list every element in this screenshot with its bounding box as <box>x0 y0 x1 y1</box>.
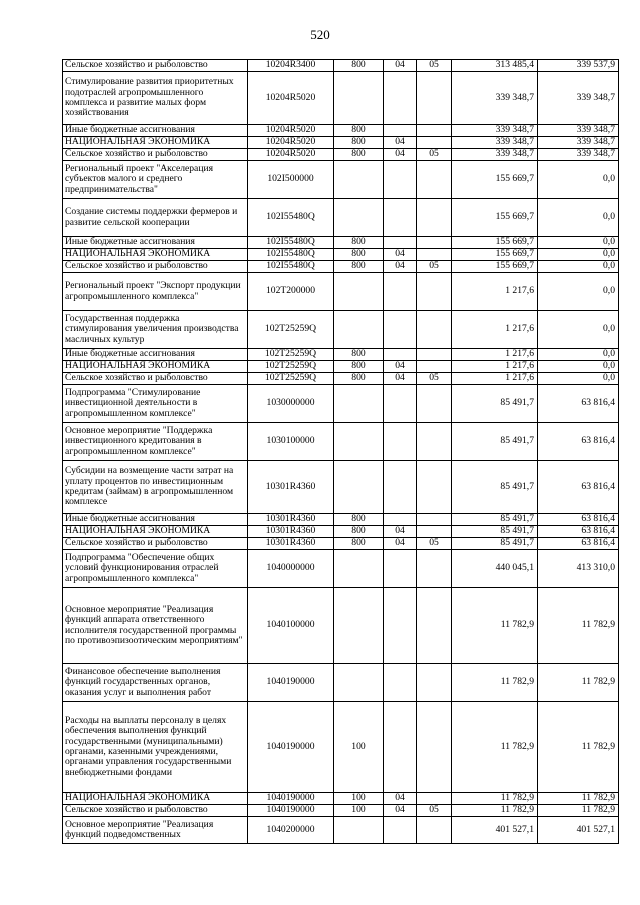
cell-v2: 339 348,7 <box>538 125 619 137</box>
cell-pr <box>417 237 452 249</box>
cell-name: Сельское хозяйство и рыболовство <box>63 149 248 161</box>
cell-v2: 11 782,9 <box>538 664 619 702</box>
table-row <box>63 249 619 261</box>
table-row <box>63 588 619 664</box>
cell-code: 102T25259Q <box>248 311 334 349</box>
cell-rz <box>384 702 417 793</box>
cell-name: НАЦИОНАЛЬНАЯ ЭКОНОМИКА <box>63 793 248 805</box>
cell-vr: 100 <box>334 805 384 817</box>
budget-table <box>62 59 619 844</box>
cell-vr <box>334 385 384 423</box>
cell-v1: 155 669,7 <box>452 199 538 237</box>
cell-v2: 11 782,9 <box>538 702 619 793</box>
cell-rz: 04 <box>384 361 417 373</box>
table-row <box>63 423 619 461</box>
cell-v1: 11 782,9 <box>452 664 538 702</box>
cell-v2: 63 816,4 <box>538 385 619 423</box>
cell-rz <box>384 461 417 514</box>
cell-vr <box>334 817 384 844</box>
cell-name: Иные бюджетные ассигнования <box>63 237 248 249</box>
cell-pr <box>417 311 452 349</box>
cell-vr <box>334 311 384 349</box>
cell-name: Сельское хозяйство и рыболовство <box>63 373 248 385</box>
cell-vr: 800 <box>334 249 384 261</box>
table-row <box>63 793 619 805</box>
cell-vr: 800 <box>334 137 384 149</box>
cell-rz: 04 <box>384 793 417 805</box>
cell-code: 102I55480Q <box>248 249 334 261</box>
cell-v1: 1 217,6 <box>452 373 538 385</box>
cell-rz: 04 <box>384 805 417 817</box>
cell-vr <box>334 461 384 514</box>
cell-v2: 0,0 <box>538 349 619 361</box>
cell-rz: 04 <box>384 249 417 261</box>
table-row <box>63 273 619 311</box>
cell-name: Расходы на выплаты персоналу в целях обеспечения выполнения функций государственными (муниципальными) органами, казенными учреждениями, органами управления государственными внебюджетными фондами <box>63 702 248 793</box>
cell-code: 1040190000 <box>248 664 334 702</box>
page-number: 520 <box>310 27 330 42</box>
cell-name: Региональный проект "Экспорт продукции агропромышленного комплекса" <box>63 273 248 311</box>
table-row <box>63 199 619 237</box>
cell-v2: 0,0 <box>538 199 619 237</box>
cell-vr <box>334 550 384 588</box>
cell-code: 10301R4360 <box>248 514 334 526</box>
cell-v2: 11 782,9 <box>538 588 619 664</box>
cell-v2: 0,0 <box>538 261 619 273</box>
cell-name: Сельское хозяйство и рыболовство <box>63 805 248 817</box>
cell-v2: 11 782,9 <box>538 805 619 817</box>
cell-name: Подпрограмма "Обеспечение общих условий функционирования отраслей агропромышленного комплекса" <box>63 550 248 588</box>
cell-v1: 85 491,7 <box>452 461 538 514</box>
cell-vr <box>334 423 384 461</box>
cell-v2: 0,0 <box>538 237 619 249</box>
cell-code: 1040190000 <box>248 805 334 817</box>
cell-v2: 339 348,7 <box>538 72 619 125</box>
cell-v2: 339 348,7 <box>538 137 619 149</box>
cell-v1: 85 491,7 <box>452 514 538 526</box>
cell-vr: 800 <box>334 526 384 538</box>
cell-pr <box>417 514 452 526</box>
cell-name: НАЦИОНАЛЬНАЯ ЭКОНОМИКА <box>63 361 248 373</box>
table-row <box>63 161 619 199</box>
cell-v1: 11 782,9 <box>452 793 538 805</box>
table-row <box>63 461 619 514</box>
cell-v2: 0,0 <box>538 373 619 385</box>
cell-code: 10301R4360 <box>248 538 334 550</box>
cell-rz: 04 <box>384 60 417 72</box>
cell-v2: 413 310,0 <box>538 550 619 588</box>
cell-rz <box>384 514 417 526</box>
cell-v2: 63 816,4 <box>538 461 619 514</box>
cell-pr <box>417 385 452 423</box>
cell-v1: 155 669,7 <box>452 237 538 249</box>
cell-vr: 800 <box>334 125 384 137</box>
cell-rz <box>384 199 417 237</box>
cell-vr: 800 <box>334 538 384 550</box>
table-row <box>63 805 619 817</box>
cell-pr <box>417 526 452 538</box>
cell-rz: 04 <box>384 373 417 385</box>
cell-code: 1040190000 <box>248 702 334 793</box>
cell-rz: 04 <box>384 149 417 161</box>
cell-pr <box>417 161 452 199</box>
cell-name: Государственная поддержка стимулирования увеличения производства масличных культур <box>63 311 248 349</box>
cell-vr: 800 <box>334 237 384 249</box>
cell-code: 1030100000 <box>248 423 334 461</box>
cell-code: 10204R5020 <box>248 137 334 149</box>
cell-v1: 339 348,7 <box>452 137 538 149</box>
table-row <box>63 664 619 702</box>
cell-pr <box>417 423 452 461</box>
cell-name: Иные бюджетные ассигнования <box>63 349 248 361</box>
cell-vr <box>334 664 384 702</box>
cell-code: 10301R4360 <box>248 461 334 514</box>
cell-v1: 1 217,6 <box>452 349 538 361</box>
cell-pr <box>417 125 452 137</box>
cell-rz <box>384 237 417 249</box>
cell-rz <box>384 817 417 844</box>
table-row <box>63 237 619 249</box>
cell-pr <box>417 273 452 311</box>
cell-pr <box>417 702 452 793</box>
cell-v1: 1 217,6 <box>452 311 538 349</box>
cell-name: Сельское хозяйство и рыболовство <box>63 538 248 550</box>
cell-rz <box>384 385 417 423</box>
cell-v1: 313 485,4 <box>452 60 538 72</box>
cell-pr: 05 <box>417 805 452 817</box>
cell-name: НАЦИОНАЛЬНАЯ ЭКОНОМИКА <box>63 526 248 538</box>
cell-v2: 0,0 <box>538 361 619 373</box>
cell-pr <box>417 550 452 588</box>
cell-pr <box>417 793 452 805</box>
table-row <box>63 702 619 793</box>
table-row <box>63 125 619 137</box>
cell-pr <box>417 461 452 514</box>
cell-pr: 05 <box>417 261 452 273</box>
cell-v1: 1 217,6 <box>452 361 538 373</box>
cell-v1: 85 491,7 <box>452 526 538 538</box>
cell-rz <box>384 550 417 588</box>
cell-vr <box>334 72 384 125</box>
table-row <box>63 349 619 361</box>
cell-code: 1040190000 <box>248 793 334 805</box>
cell-v1: 1 217,6 <box>452 273 538 311</box>
cell-pr <box>417 817 452 844</box>
cell-v1: 155 669,7 <box>452 249 538 261</box>
cell-pr <box>417 361 452 373</box>
cell-name: Основное мероприятие "Поддержка инвестиционного кредитования в агропромышленном комплексе" <box>63 423 248 461</box>
cell-rz <box>384 588 417 664</box>
cell-v2: 339 537,9 <box>538 60 619 72</box>
cell-name: НАЦИОНАЛЬНАЯ ЭКОНОМИКА <box>63 137 248 149</box>
cell-code: 102T25259Q <box>248 361 334 373</box>
cell-name: Стимулирование развития приоритетных подотраслей агропромышленного комплекса и развитие малых форм хозяйствования <box>63 72 248 125</box>
cell-pr: 05 <box>417 149 452 161</box>
cell-v2: 0,0 <box>538 273 619 311</box>
table-row <box>63 361 619 373</box>
cell-name: Подпрограмма "Стимулирование инвестиционной деятельности в агропромышленном комплексе" <box>63 385 248 423</box>
table-row <box>63 373 619 385</box>
cell-v2: 0,0 <box>538 311 619 349</box>
cell-code: 102I500000 <box>248 161 334 199</box>
cell-v1: 85 491,7 <box>452 538 538 550</box>
cell-rz <box>384 423 417 461</box>
table-row <box>63 538 619 550</box>
cell-name: Иные бюджетные ассигнования <box>63 125 248 137</box>
table-row <box>63 514 619 526</box>
cell-vr: 800 <box>334 514 384 526</box>
cell-rz: 04 <box>384 538 417 550</box>
cell-code: 102I55480Q <box>248 237 334 249</box>
cell-v1: 440 045,1 <box>452 550 538 588</box>
cell-vr: 800 <box>334 361 384 373</box>
cell-name: Субсидии на возмещение части затрат на уплату процентов по инвестиционным кредитам (займам) в агропромышленном комплексе <box>63 461 248 514</box>
cell-rz <box>384 273 417 311</box>
cell-rz <box>384 161 417 199</box>
cell-name: Иные бюджетные ассигнования <box>63 514 248 526</box>
cell-code: 1030000000 <box>248 385 334 423</box>
table-row <box>63 311 619 349</box>
cell-vr: 800 <box>334 149 384 161</box>
cell-pr <box>417 664 452 702</box>
cell-name: Сельское хозяйство и рыболовство <box>63 60 248 72</box>
cell-v2: 339 348,7 <box>538 149 619 161</box>
cell-v1: 401 527,1 <box>452 817 538 844</box>
cell-v1: 339 348,7 <box>452 125 538 137</box>
cell-code: 10204R5020 <box>248 125 334 137</box>
table-row <box>63 550 619 588</box>
cell-name: Финансовое обеспечение выполнения функций государственных органов, оказания услуг и выполнения работ <box>63 664 248 702</box>
cell-code: 10204R5020 <box>248 72 334 125</box>
cell-name: Основное мероприятие "Реализация функций подведомственных <box>63 817 248 844</box>
cell-vr <box>334 273 384 311</box>
cell-vr <box>334 161 384 199</box>
cell-v2: 11 782,9 <box>538 793 619 805</box>
cell-v1: 339 348,7 <box>452 72 538 125</box>
cell-pr <box>417 349 452 361</box>
cell-v2: 0,0 <box>538 249 619 261</box>
cell-pr <box>417 137 452 149</box>
cell-vr <box>334 588 384 664</box>
cell-rz <box>384 664 417 702</box>
cell-rz: 04 <box>384 137 417 149</box>
cell-v1: 11 782,9 <box>452 702 538 793</box>
table-row <box>63 137 619 149</box>
table-row <box>63 60 619 72</box>
cell-vr: 800 <box>334 60 384 72</box>
table-row <box>63 261 619 273</box>
cell-rz: 04 <box>384 261 417 273</box>
cell-code: 102T200000 <box>248 273 334 311</box>
cell-rz: 04 <box>384 526 417 538</box>
cell-v1: 339 348,7 <box>452 149 538 161</box>
cell-v1: 11 782,9 <box>452 805 538 817</box>
cell-code: 102I55480Q <box>248 199 334 237</box>
cell-v1: 155 669,7 <box>452 161 538 199</box>
cell-v2: 63 816,4 <box>538 526 619 538</box>
cell-pr: 05 <box>417 60 452 72</box>
cell-v2: 63 816,4 <box>538 514 619 526</box>
cell-v1: 155 669,7 <box>452 261 538 273</box>
cell-v2: 63 816,4 <box>538 538 619 550</box>
cell-vr: 800 <box>334 373 384 385</box>
cell-code: 10204R3400 <box>248 60 334 72</box>
cell-v2: 401 527,1 <box>538 817 619 844</box>
cell-code: 102I55480Q <box>248 261 334 273</box>
cell-vr: 100 <box>334 793 384 805</box>
cell-name: Сельское хозяйство и рыболовство <box>63 261 248 273</box>
cell-code: 1040000000 <box>248 550 334 588</box>
cell-v2: 0,0 <box>538 161 619 199</box>
cell-name: НАЦИОНАЛЬНАЯ ЭКОНОМИКА <box>63 249 248 261</box>
cell-vr: 800 <box>334 261 384 273</box>
cell-rz <box>384 311 417 349</box>
cell-pr <box>417 249 452 261</box>
cell-v1: 11 782,9 <box>452 588 538 664</box>
cell-rz <box>384 72 417 125</box>
table-row <box>63 526 619 538</box>
cell-code: 102T25259Q <box>248 349 334 361</box>
cell-pr <box>417 72 452 125</box>
cell-name: Создание системы поддержки фермеров и развитие сельской кооперации <box>63 199 248 237</box>
cell-pr <box>417 588 452 664</box>
cell-v2: 63 816,4 <box>538 423 619 461</box>
cell-vr: 100 <box>334 702 384 793</box>
cell-code: 10301R4360 <box>248 526 334 538</box>
cell-pr <box>417 199 452 237</box>
cell-v1: 85 491,7 <box>452 423 538 461</box>
cell-rz <box>384 125 417 137</box>
cell-pr: 05 <box>417 538 452 550</box>
cell-v1: 85 491,7 <box>452 385 538 423</box>
cell-code: 10204R5020 <box>248 149 334 161</box>
cell-code: 1040200000 <box>248 817 334 844</box>
cell-name: Основное мероприятие "Реализация функций аппарата ответственного исполнителя государственной программы по противоэпизоотическим мероприятиям" <box>63 588 248 664</box>
cell-vr <box>334 199 384 237</box>
table-row <box>63 817 619 844</box>
table-row <box>63 385 619 423</box>
cell-vr: 800 <box>334 349 384 361</box>
cell-code: 1040100000 <box>248 588 334 664</box>
cell-code: 102T25259Q <box>248 373 334 385</box>
cell-pr: 05 <box>417 373 452 385</box>
cell-rz <box>384 349 417 361</box>
table-row <box>63 72 619 125</box>
cell-name: Региональный проект "Акселерация субъектов малого и среднего предпринимательства" <box>63 161 248 199</box>
table-row <box>63 149 619 161</box>
